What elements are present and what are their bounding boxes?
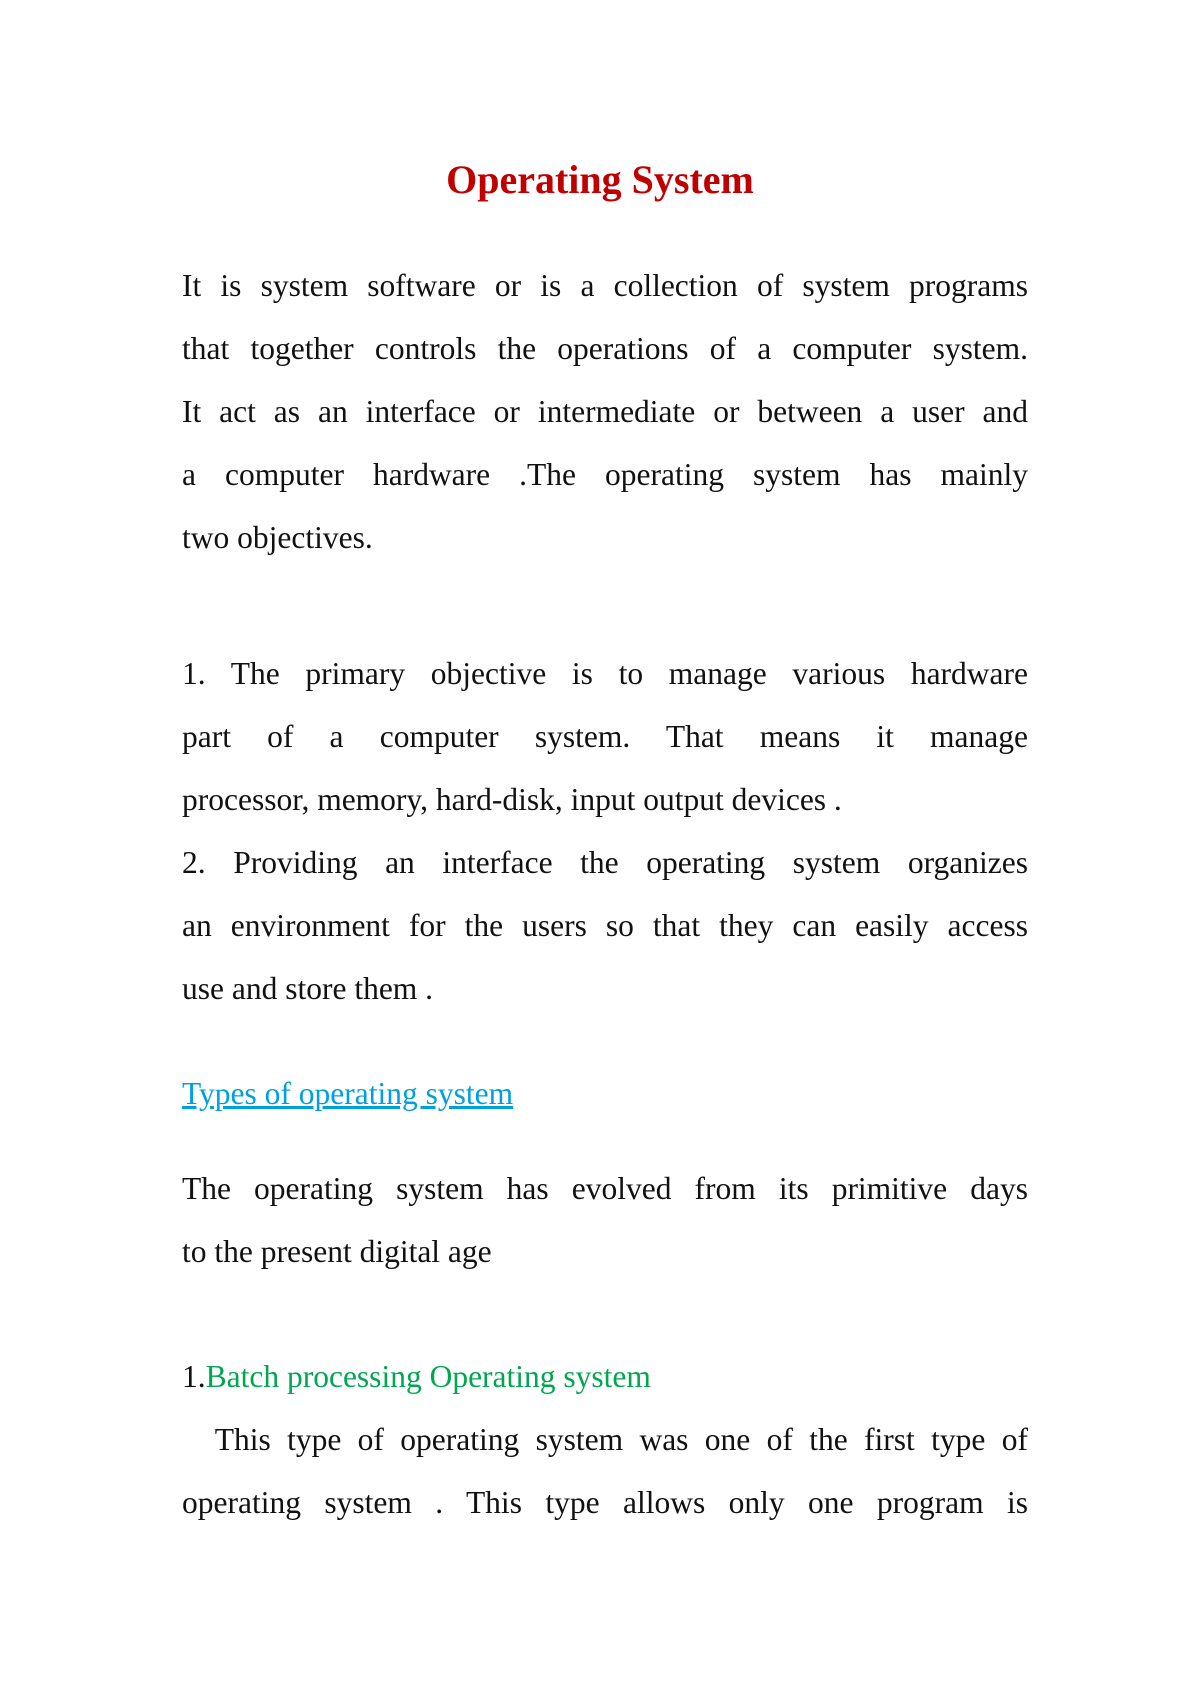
evolution-line: The operating system has evolved from its primitive days: [182, 1171, 1028, 1206]
batch-line: This type of operating system was one of the first type of: [182, 1422, 1028, 1457]
intro-line: that together controls the operations of a computer system.: [182, 331, 1028, 366]
intro-paragraph: [182, 254, 1028, 569]
types-heading-block: [182, 1062, 1028, 1125]
objective-line: 1. The primary objective is to manage various hardware: [182, 656, 1028, 691]
objective-line: an environment for the users so that they can easily access: [182, 908, 1028, 943]
intro-line: It act as an interface or intermediate or between a user and: [182, 394, 1028, 429]
batch-section: [182, 1345, 1028, 1534]
evolution-line: to the present digital age: [182, 1234, 492, 1269]
batch-line: operating system . This type allows only one program is: [182, 1485, 1028, 1520]
objective-line: 2. Providing an interface the operating system organizes: [182, 845, 1028, 880]
objective-line: use and store them .: [182, 971, 434, 1006]
types-of-operating-system-link[interactable]: Types of operating system: [182, 1076, 514, 1111]
intro-line: a computer hardware .The operating system has mainly: [182, 457, 1028, 492]
evolution-paragraph: [182, 1157, 1028, 1283]
batch-number: 1.: [182, 1359, 206, 1394]
objectives-list: [182, 642, 1028, 1020]
objective-line: processor, memory, hard-disk, input output devices .: [182, 782, 842, 817]
batch-heading-text: Batch processing Operating system: [205, 1359, 651, 1394]
document-title: Operating System: [446, 157, 754, 202]
batch-heading: [182, 1345, 1028, 1408]
intro-line: It is system software or is a collection of system programs: [182, 268, 1028, 303]
objective-line: part of a computer system. That means it manage: [182, 719, 1028, 754]
intro-line: two objectives.: [182, 520, 373, 555]
